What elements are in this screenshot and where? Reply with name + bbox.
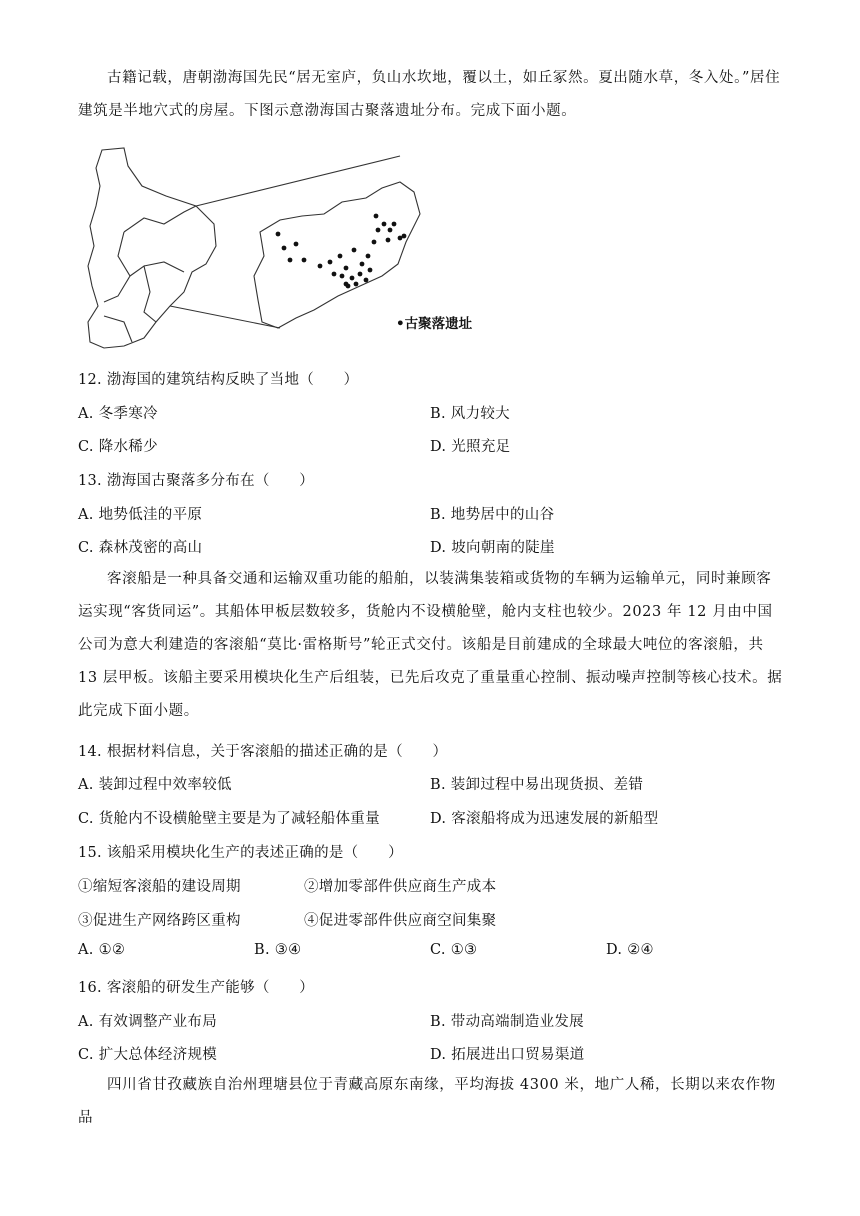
q12-option-a: A. 冬季寒冷: [78, 406, 158, 422]
q16-option-c: C. 扩大总体经济规模: [78, 1047, 218, 1063]
map-svg: [84, 146, 484, 352]
settlement-dot: [402, 234, 407, 239]
settlement-dot: [294, 242, 299, 247]
settlement-dot: [366, 254, 371, 259]
q15-option-b: B. ③④: [254, 942, 302, 958]
q14-option-b: B. 装卸过程中易出现货损、差错: [430, 777, 644, 793]
q15-option-c: C. ①③: [430, 942, 478, 958]
enlarged-territory-outline: [254, 182, 420, 328]
settlement-dot: [318, 264, 323, 269]
q16-option-a: A. 有效调整产业布局: [78, 1014, 217, 1030]
q15-statement-3: ③促进生产网络跨区重构: [78, 913, 241, 929]
q15-statement-4: ④促进零部件供应商空间集聚: [304, 913, 497, 929]
settlement-dot: [332, 272, 337, 277]
q13-option-b: B. 地势居中的山谷: [430, 507, 555, 523]
intro-paragraph-litang: 四川省甘孜藏族自治州理塘县位于青藏高原东南缘，平均海拔 4300 米，地广人稀，长期以来农作物品: [78, 1077, 776, 1126]
overview-province-border: [104, 232, 130, 302]
q14-option-c: C. 货舱内不设横舱壁主要是为了减轻船体重量: [78, 811, 380, 827]
settlement-dot: [340, 274, 345, 279]
q16-option-d: D. 拓展进出口贸易渠道: [430, 1047, 585, 1063]
intro-paragraph-roro-ship: 客滚船是一种具备交通和运输双重功能的船舶，以装满集装箱或货物的车辆为运输单元，同时兼顾客运实现“客货同运”。其船体甲板层数较多，货舱内不设横舱壁，舱内支柱也较少。2023 年 12 月由中国公司为意大利建造的客滚船“莫比·雷格斯号”轮正式交付。该船是目前建成的全球最大吨位的客滚船，共 13 层甲板。该船主要采用模块化生产后组装，已先后攻克了重量重心控制、振动噪声控制等核心技术。据此完成下面小题。: [78, 571, 783, 719]
overview-province-border: [144, 262, 184, 272]
settlement-dot: [350, 276, 355, 281]
question-14-stem: 14. 根据材料信息，关于客滚船的描述正确的是（ ）: [78, 744, 448, 760]
question-15-stem: 15. 该船采用模块化生产的表述正确的是（ ）: [78, 845, 403, 861]
settlement-dot: [382, 222, 387, 227]
q15-option-a: A. ①②: [78, 942, 126, 958]
settlement-dot: [368, 268, 373, 273]
settlement-dot: [276, 232, 281, 237]
overview-province-border: [130, 266, 156, 322]
settlement-dots: [276, 214, 407, 289]
overview-province-border: [124, 206, 196, 232]
q12-option-d: D. 光照充足: [430, 439, 511, 455]
q15-statement-1: ①缩短客滚船的建设周期: [78, 879, 241, 895]
settlement-dot: [302, 258, 307, 263]
settlement-dot: [344, 266, 349, 271]
settlement-dot: [386, 238, 391, 243]
question-12-stem: 12. 渤海国的建筑结构反映了当地（ ）: [78, 372, 359, 388]
question-16-stem: 16. 客滚船的研发生产能够（ ）: [78, 980, 315, 996]
settlement-dot: [352, 248, 357, 253]
intro-paragraph-bohai: 古籍记载，唐朝渤海国先民“居无室庐，负山水坎地，覆以土，如丘冢然。夏出随水草，冬入处。”居住建筑是半地穴式的房屋。下图示意渤海国古聚落遗址分布。完成下面小题。: [78, 70, 781, 119]
q14-option-d: D. 客滚船将成为迅速发展的新船型: [430, 811, 659, 827]
question-13-stem: 13. 渤海国古聚落多分布在（ ）: [78, 473, 315, 489]
q13-option-d: D. 坡向朝南的陡崖: [430, 540, 555, 556]
settlement-dot: [388, 228, 393, 233]
connector-line: [170, 306, 280, 328]
bohai-settlement-map: [84, 146, 484, 352]
settlement-dot: [288, 258, 293, 263]
q12-option-c: C. 降水稀少: [78, 439, 158, 455]
q16-option-b: B. 带动高端制造业发展: [430, 1014, 584, 1030]
q15-option-d: D. ②④: [606, 942, 654, 958]
connector-line: [196, 156, 400, 206]
settlement-dot: [338, 254, 343, 259]
map-legend: •古聚落遗址: [396, 316, 473, 332]
overview-province-border: [104, 316, 132, 342]
q12-option-b: B. 风力较大: [430, 406, 510, 422]
q14-option-a: A. 装卸过程中效率较低: [78, 777, 232, 793]
settlement-dot: [364, 278, 369, 283]
settlement-dot: [392, 222, 397, 227]
settlement-dot: [376, 228, 381, 233]
settlement-dot: [374, 214, 379, 219]
settlement-dot: [346, 284, 351, 289]
q13-option-c: C. 森林茂密的高山: [78, 540, 203, 556]
settlement-dot: [372, 240, 377, 245]
settlement-dot: [360, 262, 365, 267]
settlement-dot: [358, 272, 363, 277]
settlement-dot: [282, 246, 287, 251]
q13-option-a: A. 地势低洼的平原: [78, 507, 203, 523]
settlement-dot: [328, 260, 333, 265]
settlement-dot: [354, 282, 359, 287]
q15-statement-2: ②增加零部件供应商生产成本: [304, 879, 497, 895]
